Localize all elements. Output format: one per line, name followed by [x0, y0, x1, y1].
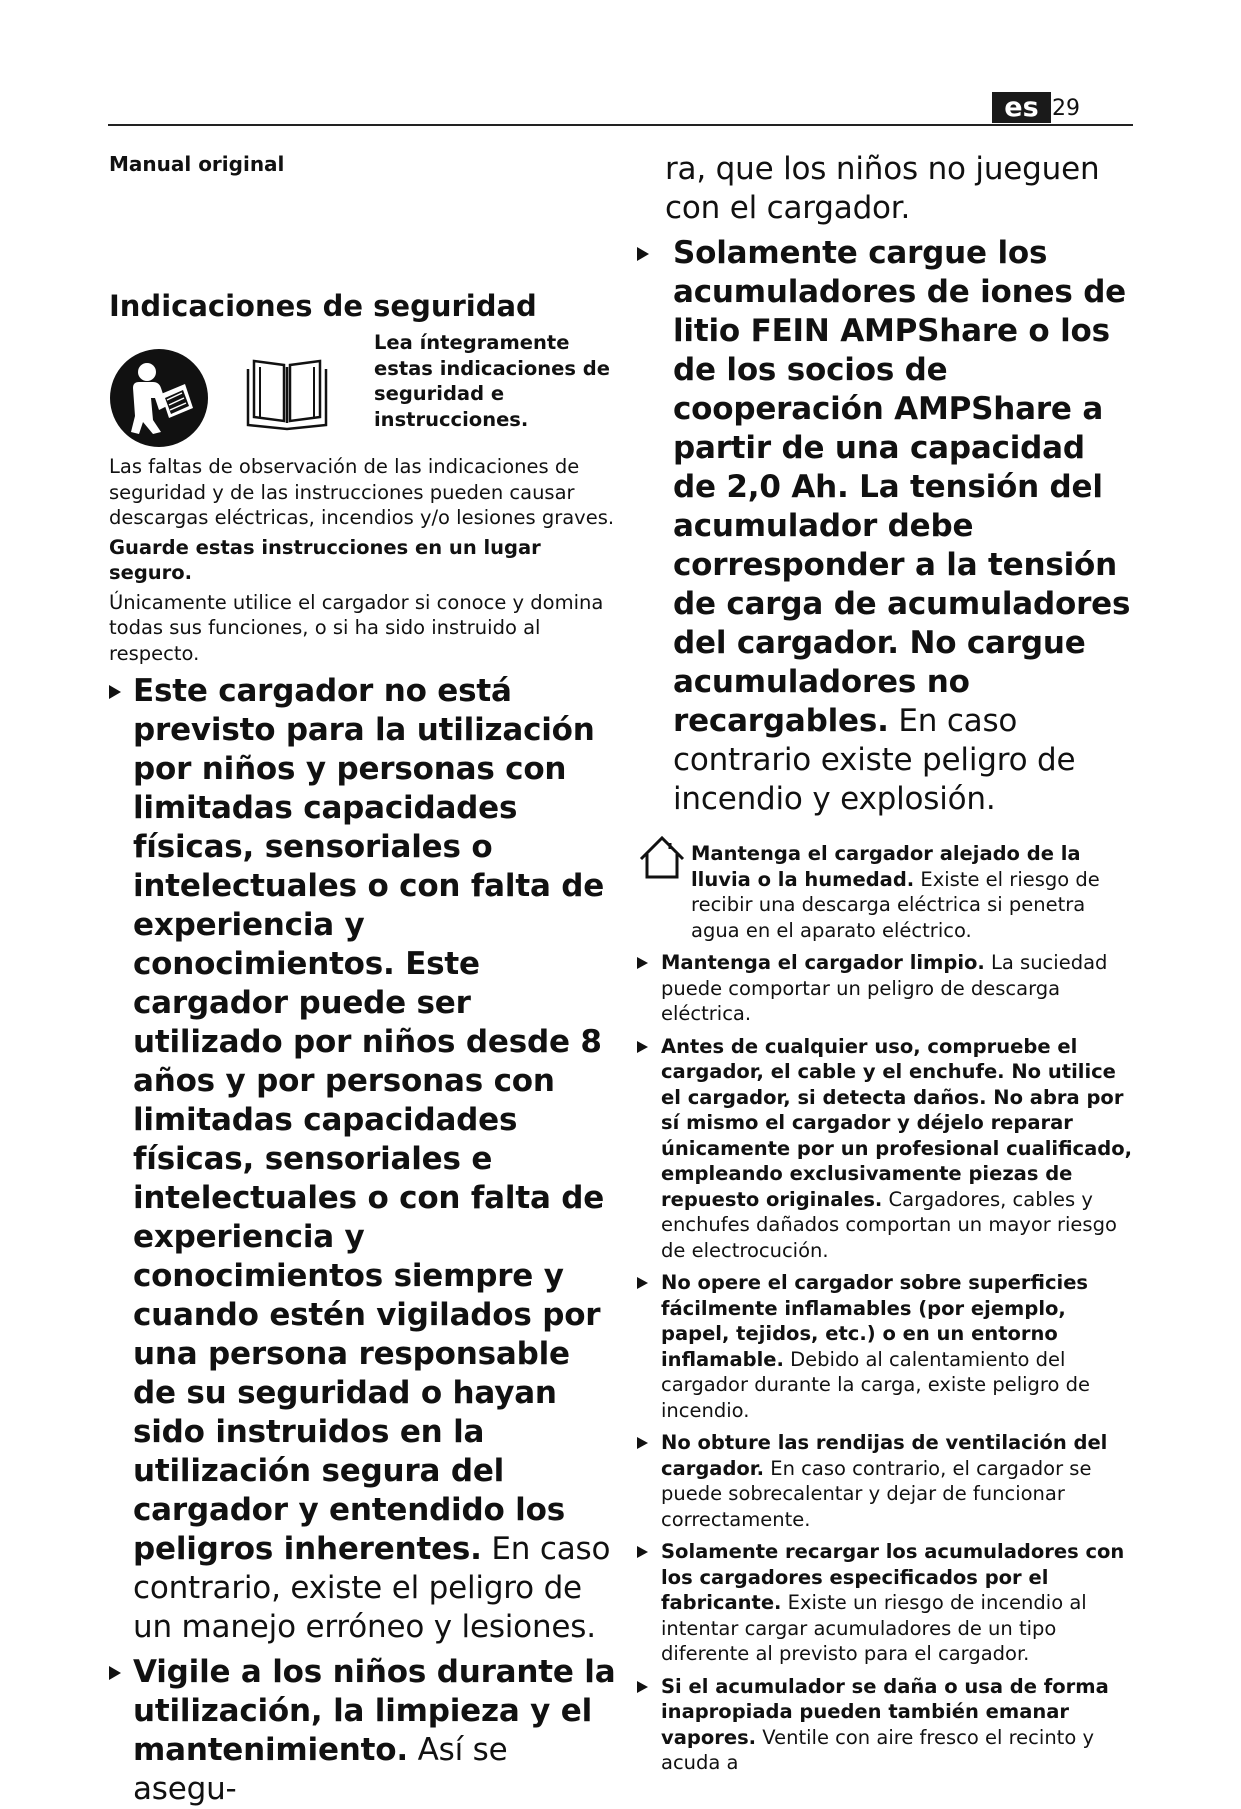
item-rest: Cargadores, cables y enchufes dañados comportan un mayor riesgo de electrocución. — [661, 1187, 1117, 1262]
item-rest: Así se asegu- — [133, 1732, 508, 1807]
bullet-arrow-icon — [637, 247, 649, 261]
bullet-arrow-icon — [109, 685, 121, 699]
item-rest: En caso contrario, el cargador se puede sobrecalentar y dejar de funcionar correctamente. — [661, 1456, 1092, 1531]
right-big-items — [637, 150, 1137, 819]
page-number: 29 — [1052, 96, 1080, 121]
item-bold: Este cargador no está previsto para la utilización por niños y personas con limitadas capacidades físicas, sensoriales o intelectuales o con falta de experiencia y conocimientos. Este cargador puede ser utilizado por niños desde 8 años y por personas con limitadas capacidades físicas, sensoriales e intelectuales o con falta de experiencia y conocimientos siempre y cuando estén vigilados por una persona responsable de su seguridad o hayan sido instruidos en la utilización segura del cargador y entendido los peligros inherentes. — [133, 673, 605, 1567]
intro-rest: Las faltas de observación de las indicaciones de seguridad y de las instrucciones pueden causar descargas eléctricas, incendios y/o lesiones graves. — [109, 455, 615, 529]
manual-label: Manual original — [109, 152, 285, 176]
language-badge: es — [992, 92, 1051, 123]
item-bold: No opere el cargador sobre superficies fácilmente inflamables (por ejemplo, papel, tejidos, etc.) o en un entorno inflamable. — [661, 1271, 1089, 1371]
item-rest: En caso contrario existe peligro de incendio y explosión. — [673, 703, 1076, 817]
bullet-arrow-icon — [637, 1437, 648, 1449]
house-rest: Existe el riesgo de recibir una descarga eléctrica si penetra agua en el aparato eléctrico. — [691, 867, 1100, 942]
item-bold: Mantenga el cargador limpio. — [661, 951, 985, 974]
bullet-arrow-icon — [637, 1546, 648, 1558]
intro-bold: Lea íntegramente estas indicaciones de seguridad e instrucciones. — [374, 331, 610, 431]
safety-item-flammable — [637, 1270, 1137, 1423]
bullet-arrow-icon — [109, 1666, 121, 1680]
left-column — [109, 150, 617, 1809]
item-bold: Solamente cargue los acumuladores de iones de litio FEIN AMPShare o los de los socios de cooperación AMPShare a partir de una capacidad de 2,0 Ah. La tensión del acumulador debe corresponder a la tensión de carga de acumuladores del cargador. No cargue acumuladores no recargables. — [673, 235, 1131, 739]
section-title: Indicaciones de seguridad — [109, 289, 537, 323]
header-rule — [108, 124, 1133, 126]
item-bold: Si el acumulador se daña o usa de forma inapropiada pueden también emanar vapores. — [661, 1674, 1109, 1749]
safety-item-vapors — [637, 1674, 1137, 1776]
safety-item-supervise — [109, 1653, 617, 1809]
safety-item-children — [109, 672, 617, 1647]
item-bold: Vigile a los niños durante la utilización, la limpieza y el mantenimiento. — [133, 1654, 616, 1768]
read-manual-icon — [109, 348, 209, 448]
house-bold: Mantenga el cargador alejado de la lluvia o la humedad. — [691, 842, 1081, 891]
house-icon — [637, 835, 687, 879]
item-rest: Ventile con aire fresco el recinto y acuda a — [661, 1725, 1094, 1774]
bullet-arrow-icon — [637, 1681, 648, 1693]
right-column — [637, 150, 1137, 1776]
bullet-arrow-icon — [637, 1277, 648, 1289]
intro-block — [109, 330, 617, 666]
item-rest: La suciedad puede comportar un peligro de descarga eléctrica. — [661, 951, 1108, 1025]
safety-item-ventilation — [637, 1430, 1137, 1532]
safety-item-batteries — [637, 234, 1137, 819]
keep-instructions: Guarde estas instrucciones en un lugar seguro. — [109, 535, 541, 584]
right-small-items — [637, 950, 1137, 1776]
item-bold: No obture las rendijas de ventilación del cargador. — [661, 1431, 1108, 1480]
safety-item-clean — [637, 950, 1137, 1027]
intro-icons — [109, 330, 617, 460]
left-big-items — [109, 672, 617, 1809]
intro-text-first — [374, 330, 619, 432]
bullet-arrow-icon — [637, 957, 648, 969]
item-rest: Existe un riesgo de incendio al intentar cargar acumuladores de un tipo diferente al previsto para el cargador. — [661, 1591, 1087, 1665]
safety-item-specified-chargers — [637, 1539, 1137, 1667]
item-rest: Debido al calentamiento del cargador durante la carga, existe peligro de incendio. — [661, 1347, 1091, 1422]
item-rest: En caso contrario, existe el peligro de un manejo erróneo y lesiones. — [133, 1531, 611, 1645]
use-only-note: Únicamente utilice el cargador si conoce y domina todas sus funciones, o si ha sido instruido al respecto. — [109, 590, 604, 665]
bullet-arrow-icon — [637, 1041, 648, 1053]
book-icon — [244, 355, 330, 431]
item-bold: Solamente recargar los acumuladores con los cargadores especificados por el fabricante. — [661, 1540, 1125, 1614]
safety-item-inspect — [637, 1034, 1137, 1264]
item-bold: Antes de cualquier uso, compruebe el cargador, el cable y el enchufe. No utilice el cargador, si detecta daños. No abra por sí mismo el cargador y déjelo reparar únicamente por un profesional cualificado, empleando exclusivamente piezas de repuesto originales. — [661, 1034, 1133, 1211]
continued-text: ra, que los niños no jueguen con el cargador. — [665, 151, 1100, 226]
indoor-use-note — [637, 841, 1137, 943]
